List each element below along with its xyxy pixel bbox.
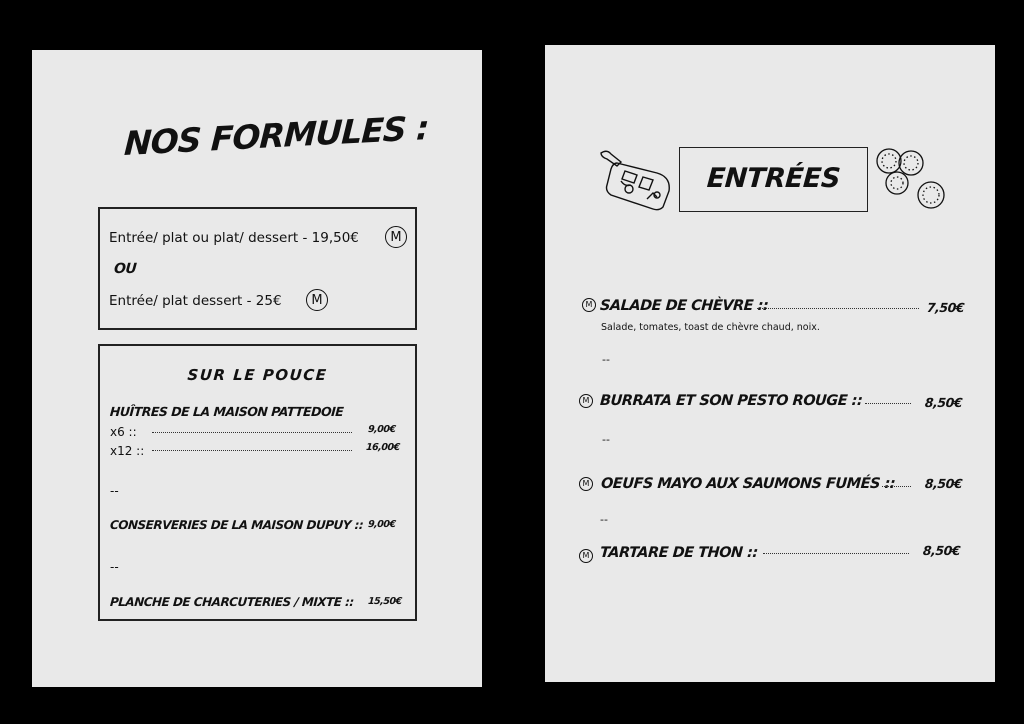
dot-leader: [763, 553, 909, 554]
formules-page: [32, 50, 482, 687]
separator: --: [110, 484, 119, 498]
formules-box: [98, 207, 417, 330]
separator: --: [110, 560, 119, 574]
huitres-x6-price: 9,00€: [367, 424, 396, 435]
formule-option-2: Entrée/ plat dessert - 25€: [109, 293, 282, 309]
sur-le-pouce-box: [98, 344, 417, 621]
huitres-x6-label: x6 ::: [110, 425, 137, 439]
planche-label: PLANCHE DE CHARCUTERIES / MIXTE ::: [109, 595, 355, 609]
planche-price: 15,50€: [367, 596, 403, 607]
sur-le-pouce-title: SUR LE POUCE: [186, 366, 329, 384]
entree-item-price: 7,50€: [926, 300, 965, 315]
entrees-page: [545, 45, 995, 682]
maison-badge-icon: M: [582, 298, 596, 312]
formules-title: NOS FORMULES :: [123, 107, 430, 164]
entree-item-price: 8,50€: [924, 395, 963, 410]
huitres-x12-label: x12 ::: [110, 444, 145, 458]
entree-item-name: BURRATA ET SON PESTO ROUGE ::: [599, 393, 863, 409]
entrees-title: ENTRÉES: [705, 163, 842, 194]
entree-item-name: TARTARE DE THON ::: [599, 545, 759, 561]
entree-item-name: OEUFS MAYO AUX SAUMONS FUMÉS ::: [600, 476, 896, 492]
entree-item-price: 8,50€: [922, 543, 961, 558]
entrees-title-box: [679, 147, 868, 212]
huitres-x12-price: 16,00€: [365, 442, 401, 453]
dot-leader: [152, 432, 352, 433]
entree-item-price: 8,50€: [924, 476, 963, 491]
dot-leader: [152, 450, 352, 451]
maison-badge-icon: M: [306, 289, 328, 311]
maison-badge-icon: M: [579, 394, 593, 408]
huitres-title: HUÎTRES DE LA MAISON PATTEDOIE: [109, 404, 344, 419]
formule-option-1: Entrée/ plat ou plat/ dessert - 19,50€: [109, 230, 359, 246]
dot-leader: [865, 403, 911, 404]
conserveries-label: CONSERVERIES DE LA MAISON DUPUY ::: [109, 518, 364, 532]
entree-item-description: Salade, tomates, toast de chèvre chaud, noix.: [601, 322, 820, 333]
formule-or: OU: [113, 261, 137, 277]
separator: --: [602, 433, 610, 446]
charcuterie-board-icon: [599, 147, 677, 211]
maison-badge-icon: M: [579, 549, 593, 563]
maison-badge-icon: M: [579, 477, 593, 491]
separator: --: [600, 513, 608, 526]
meatballs-icon: [873, 145, 949, 215]
dot-leader: [757, 308, 919, 309]
maison-badge-icon: M: [385, 226, 407, 248]
dot-leader: [882, 486, 911, 487]
entree-item-name: SALADE DE CHÈVRE ::: [599, 298, 769, 314]
separator: --: [602, 353, 610, 366]
conserveries-price: 9,00€: [367, 519, 396, 530]
